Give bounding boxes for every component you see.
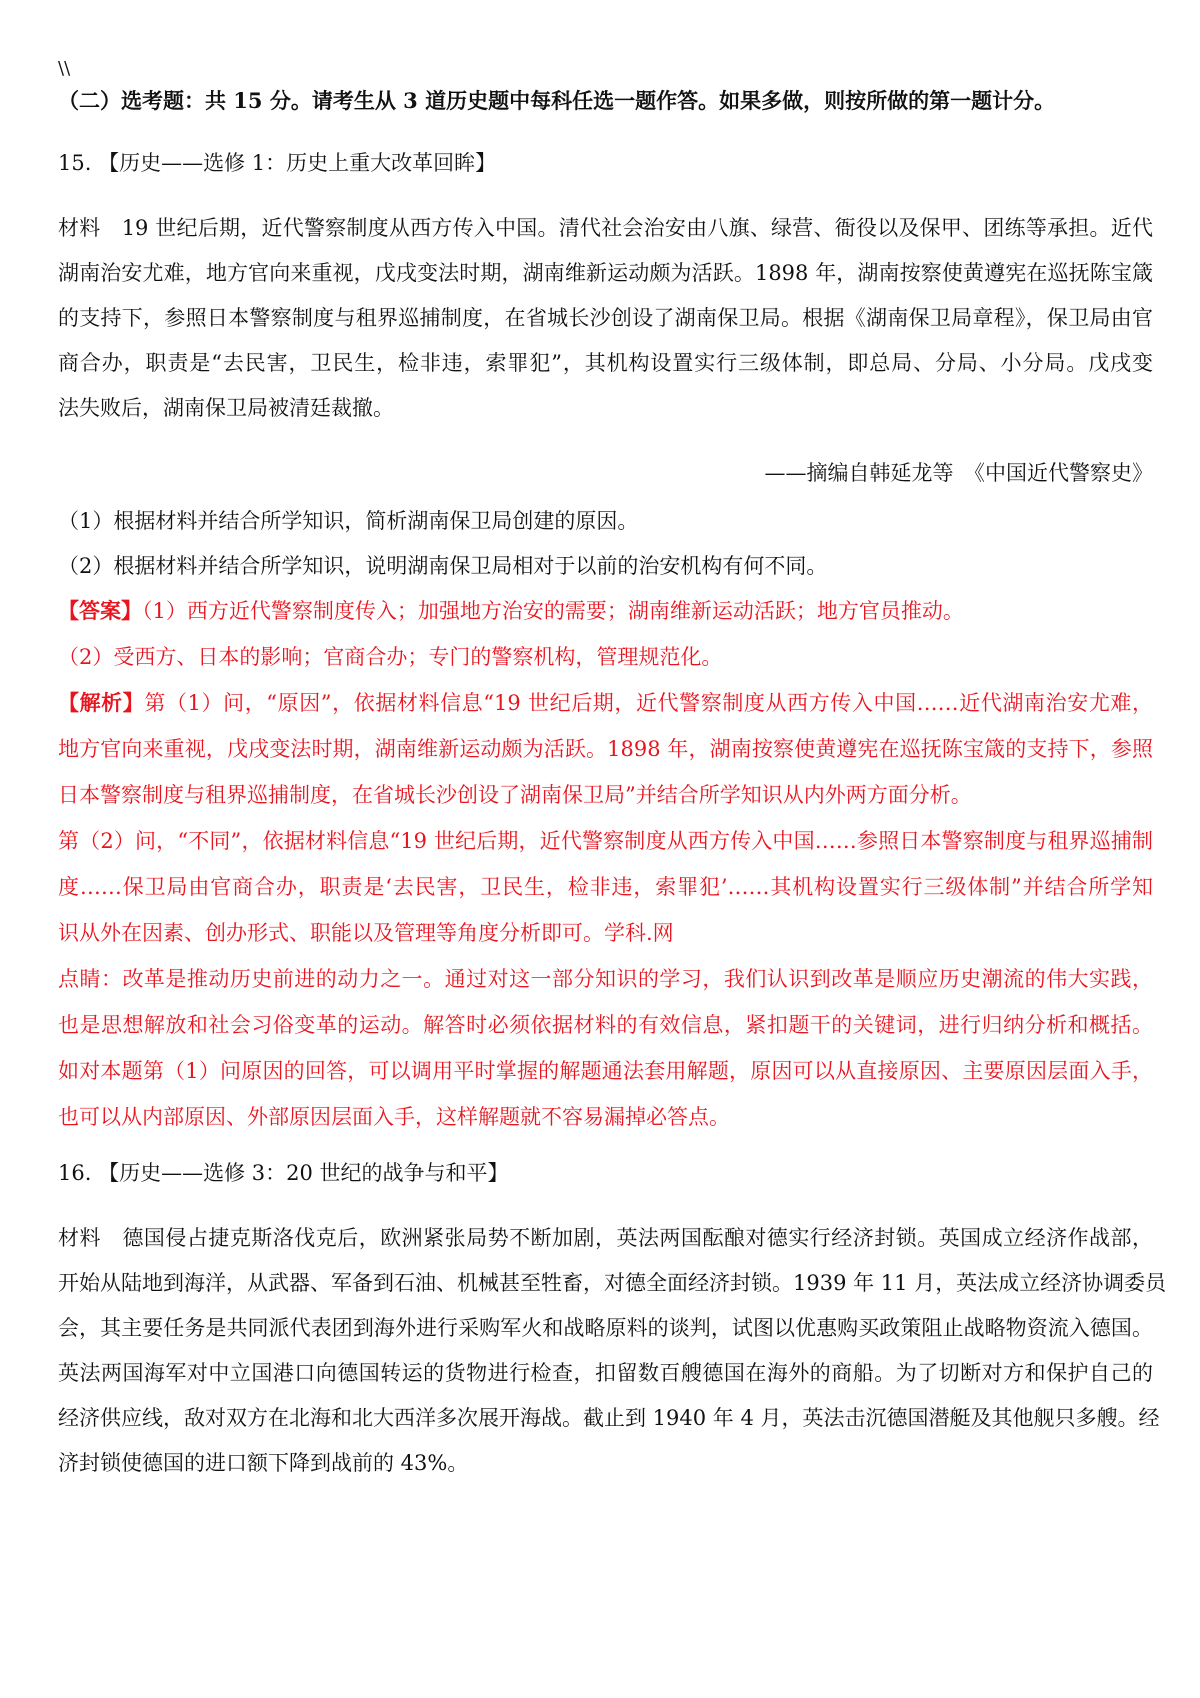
q15-material-line: 的支持下，参照日本警察制度与租界巡捕制度，在省城长沙创设了湖南保卫局。根据《湖南保卫局章程》，保卫局由官 — [58, 306, 1153, 330]
q15-pointer-line: 如对本题第（1）问原因的回答，可以调用平时掌握的解题通法套用解题，原因可以从直接原因、主要原因层面入手， — [58, 1059, 1153, 1083]
q15-material-line: 材料 19 世纪后期，近代警察制度从西方传入中国。清代社会治安由八旗、绿营、衙役以及保甲、团练等承担。近代 — [58, 216, 1153, 240]
q15-title: 15. 【历史——选修 1：历史上重大改革回眸】 — [58, 151, 497, 175]
q15-analysis-line: 日本警察制度与租界巡捕制度，在省城长沙创设了湖南保卫局”并结合所学知识从内外两方面分析。 — [58, 783, 972, 807]
q15-pointer-line: 点睛：改革是推动历史前进的动力之一。通过对这一部分知识的学习，我们认识到改革是顺应历史潮流的伟大实践， — [58, 967, 1153, 991]
q15-material-line: 法失败后，湖南保卫局被清廷裁撤。 — [58, 396, 394, 420]
q15-question-1: （1）根据材料并结合所学知识，简析湖南保卫局创建的原因。 — [58, 509, 639, 533]
q15-question-2: （2）根据材料并结合所学知识，说明湖南保卫局相对于以前的治安机构有何不同。 — [58, 554, 828, 578]
analysis-tag: 【解析】 — [58, 690, 145, 715]
q16-title: 16. 【历史——选修 3：20 世纪的战争与和平】 — [58, 1161, 509, 1185]
q16-material-line: 会，其主要任务是共同派代表团到海外进行采购军火和战略原料的谈判，试图以优惠购买政策阻止战略物资流入德国。 — [58, 1316, 1153, 1340]
q15-analysis-line: 第（2）问，“不同”，依据材料信息“19 世纪后期，近代警察制度从西方传入中国……参照日本警察制度与租界巡捕制 — [58, 829, 1153, 853]
q16-material-line: 开始从陆地到海洋，从武器、军备到石油、机械甚至牲畜，对德全面经济封锁。1939 年 11 月，英法成立经济协调委员 — [58, 1271, 1167, 1295]
q16-material-line: 材料 德国侵占捷克斯洛伐克后，欧洲紧张局势不断加剧，英法两国酝酿对德实行经济封锁。英国成立经济作战部， — [58, 1226, 1153, 1250]
q16-material-line: 经济供应线，敌对双方在北海和北大西洋多次展开海战。截止到 1940 年 4 月，英法击沉德国潜艇及其他舰只多艘。经 — [58, 1406, 1160, 1430]
q15-material-line: 湖南治安尤难，地方官向来重视，戊戌变法时期，湖南维新运动颇为活跃。1898 年，湖南按察使黄遵宪在巡抚陈宝箴 — [58, 261, 1153, 285]
q15-analysis-line — [58, 688, 1153, 718]
q15-answer-1 — [58, 596, 1153, 626]
q15-pointer-line: 也可以从内部原因、外部原因层面入手，这样解题就不容易漏掉必答点。 — [58, 1105, 730, 1129]
q15-analysis-line: 地方官向来重视，戊戌变法时期，湖南维新运动颇为活跃。1898 年，湖南按察使黄遵宪在巡抚陈宝箴的支持下，参照 — [58, 737, 1153, 761]
q15-analysis-line: 度……保卫局由官商合办，职责是‘去民害，卫民生，检非违，索罪犯’……其机构设置实行三级体制”并结合所学知 — [58, 875, 1153, 899]
top-mark: \\ — [58, 58, 71, 79]
q15-answer-2: （2）受西方、日本的影响；官商合办；专门的警察机构，管理规范化。 — [58, 645, 723, 669]
answer-tag: 【答案】 — [58, 598, 142, 623]
section-heading: （二）选考题：共 15 分。请考生从 3 道历史题中每科任选一题作答。如果多做，则按所做的第一题计分。 — [58, 88, 1056, 113]
q15-material-line: 商合办，职责是“去民害，卫民生，检非违，索罪犯”，其机构设置实行三级体制，即总局、分局、小分局。戊戌变 — [58, 351, 1153, 375]
q16-material-line: 济封锁使德国的进口额下降到战前的 43%。 — [58, 1451, 469, 1475]
q15-analysis-line: 识从外在因素、创办形式、职能以及管理等角度分析即可。学科.网 — [58, 921, 674, 945]
q16-material-line: 英法两国海军对中立国港口向德国转运的货物进行检查，扣留数百艘德国在海外的商船。为了切断对方和保护自己的 — [58, 1361, 1153, 1385]
answer-1-text: （1）西方近代警察制度传入；加强地方治安的需要；湖南维新运动活跃；地方官员推动。 — [142, 599, 964, 623]
q15-source: ——摘编自韩延龙等 《中国近代警察史》 — [764, 461, 1153, 485]
analysis-first-text: 第（1）问，“原因”，依据材料信息“19 世纪后期，近代警察制度从西方传入中国……近代湖南治安尤难， — [144, 691, 1153, 715]
q15-pointer-line: 也是思想解放和社会习俗变革的运动。解答时必须依据材料的有效信息，紧扣题干的关键词，进行归纳分析和概括。 — [58, 1013, 1153, 1037]
